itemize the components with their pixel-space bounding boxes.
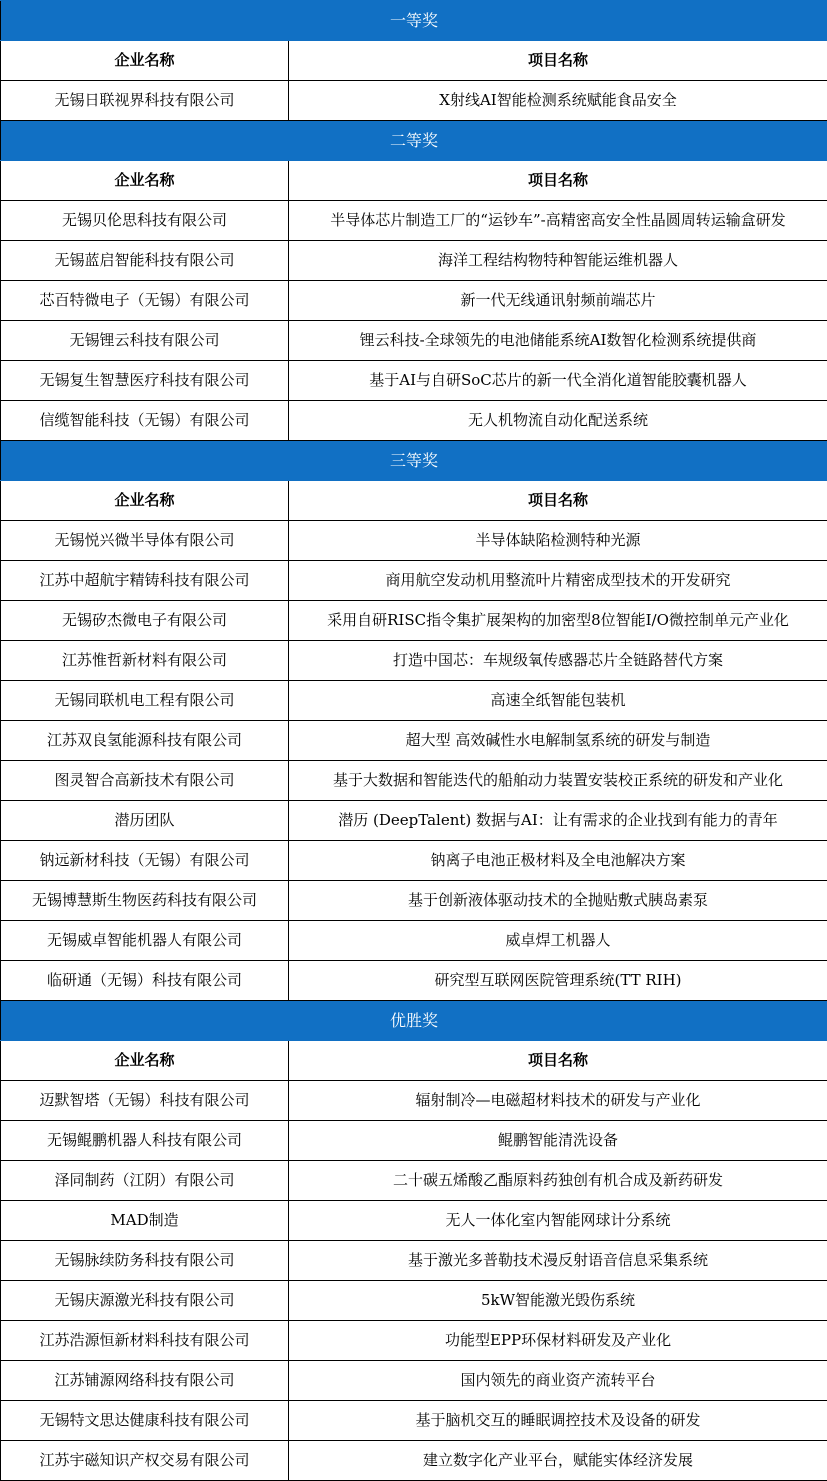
table-row (1, 281, 827, 321)
table-row (1, 921, 827, 961)
company-name-cell: 临研通（无锡）科技有限公司 (1, 961, 289, 1001)
company-name-cell: 泽同制药（江阴）有限公司 (1, 1161, 289, 1201)
project-column-header: 项目名称 (289, 481, 827, 521)
project-name-cell: 基于激光多普勒技术漫反射语音信息采集系统 (289, 1241, 827, 1281)
project-name-cell: X射线AI智能检测系统赋能食品安全 (289, 81, 827, 121)
company-name-cell: 无锡矽杰微电子有限公司 (1, 601, 289, 641)
section-title: 三等奖 (1, 441, 827, 481)
column-header-row (1, 41, 827, 81)
table-row (1, 881, 827, 921)
project-column-header: 项目名称 (289, 41, 827, 81)
company-name-cell: 无锡庆源激光科技有限公司 (1, 1281, 289, 1321)
table-row (1, 401, 827, 441)
project-name-cell: 高速全纸智能包装机 (289, 681, 827, 721)
section-title-row (1, 1, 827, 41)
project-name-cell: 无人一体化室内智能网球计分系统 (289, 1201, 827, 1241)
company-name-cell: 江苏双良氢能源科技有限公司 (1, 721, 289, 761)
table-row (1, 1441, 827, 1481)
table-row (1, 1161, 827, 1201)
table-row (1, 521, 827, 561)
company-name-cell: 钠远新材科技（无锡）有限公司 (1, 841, 289, 881)
project-column-header: 项目名称 (289, 161, 827, 201)
table-row (1, 1241, 827, 1281)
table-row (1, 241, 827, 281)
project-name-cell: 威卓焊工机器人 (289, 921, 827, 961)
section-title: 二等奖 (1, 121, 827, 161)
company-name-cell: 无锡贝伦思科技有限公司 (1, 201, 289, 241)
company-name-cell: 图灵智合高新技术有限公司 (1, 761, 289, 801)
table-row (1, 801, 827, 841)
project-name-cell: 无人机物流自动化配送系统 (289, 401, 827, 441)
company-name-cell: 江苏浩源恒新材料科技有限公司 (1, 1321, 289, 1361)
project-name-cell: 打造中国芯：车规级氧传感器芯片全链路替代方案 (289, 641, 827, 681)
section-title: 一等奖 (1, 1, 827, 41)
project-name-cell: 锂云科技-全球领先的电池储能系统AI数智化检测系统提供商 (289, 321, 827, 361)
table-row (1, 561, 827, 601)
project-name-cell: 潜历 (DeepTalent) 数据与AI：让有需求的企业找到有能力的青年 (289, 801, 827, 841)
project-name-cell: 基于创新液体驱动技术的全抛贴敷式胰岛素泵 (289, 881, 827, 921)
table-row (1, 361, 827, 401)
company-name-cell: 无锡脉续防务科技有限公司 (1, 1241, 289, 1281)
section-title-row (1, 121, 827, 161)
project-name-cell: 基于AI与自研SoC芯片的新一代全消化道智能胶囊机器人 (289, 361, 827, 401)
company-name-cell: 江苏中超航宇精铸科技有限公司 (1, 561, 289, 601)
company-column-header: 企业名称 (1, 41, 289, 81)
project-name-cell: 钠离子电池正极材料及全电池解决方案 (289, 841, 827, 881)
project-name-cell: 超大型 高效碱性水电解制氢系统的研发与制造 (289, 721, 827, 761)
section-title-row (1, 441, 827, 481)
column-header-row (1, 1041, 827, 1081)
company-name-cell: 无锡博慧斯生物医药科技有限公司 (1, 881, 289, 921)
company-name-cell: 信缆智能科技（无锡）有限公司 (1, 401, 289, 441)
company-name-cell: 无锡蓝启智能科技有限公司 (1, 241, 289, 281)
table-row (1, 81, 827, 121)
section-title-row (1, 1001, 827, 1041)
project-name-cell: 建立数字化产业平台，赋能实体经济发展 (289, 1441, 827, 1481)
table-row (1, 721, 827, 761)
company-name-cell: 无锡锂云科技有限公司 (1, 321, 289, 361)
project-name-cell: 5kW智能激光毁伤系统 (289, 1281, 827, 1321)
company-name-cell: 江苏铺源网络科技有限公司 (1, 1361, 289, 1401)
table-row (1, 641, 827, 681)
section-title: 优胜奖 (1, 1001, 827, 1041)
table-row (1, 1321, 827, 1361)
table-row (1, 1401, 827, 1441)
table-row (1, 321, 827, 361)
company-column-header: 企业名称 (1, 1041, 289, 1081)
company-name-cell: 江苏惟哲新材料有限公司 (1, 641, 289, 681)
table-row (1, 1081, 827, 1121)
table-row (1, 681, 827, 721)
project-name-cell: 采用自研RISC指令集扩展架构的加密型8位智能I/O微控制单元产业化 (289, 601, 827, 641)
project-name-cell: 辐射制冷—电磁超材料技术的研发与产业化 (289, 1081, 827, 1121)
company-name-cell: MAD制造 (1, 1201, 289, 1241)
company-name-cell: 潜历团队 (1, 801, 289, 841)
table-row (1, 1121, 827, 1161)
company-name-cell: 无锡特文思达健康科技有限公司 (1, 1401, 289, 1441)
project-name-cell: 商用航空发动机用整流叶片精密成型技术的开发研究 (289, 561, 827, 601)
project-name-cell: 研究型互联网医院管理系统(TT RIH) (289, 961, 827, 1001)
company-name-cell: 无锡悦兴微半导体有限公司 (1, 521, 289, 561)
awards-table-body (1, 1, 827, 1481)
company-name-cell: 无锡同联机电工程有限公司 (1, 681, 289, 721)
project-name-cell: 二十碳五烯酸乙酯原料药独创有机合成及新药研发 (289, 1161, 827, 1201)
table-row (1, 761, 827, 801)
company-column-header: 企业名称 (1, 481, 289, 521)
column-header-row (1, 161, 827, 201)
table-row (1, 841, 827, 881)
project-name-cell: 基于大数据和智能迭代的船舶动力装置安装校正系统的研发和产业化 (289, 761, 827, 801)
company-name-cell: 迈默智塔（无锡）科技有限公司 (1, 1081, 289, 1121)
table-row (1, 1281, 827, 1321)
company-name-cell: 无锡复生智慧医疗科技有限公司 (1, 361, 289, 401)
company-name-cell: 江苏宇磁知识产权交易有限公司 (1, 1441, 289, 1481)
project-name-cell: 鲲鹏智能清洗设备 (289, 1121, 827, 1161)
project-name-cell: 国内领先的商业资产流转平台 (289, 1361, 827, 1401)
company-name-cell: 无锡日联视界科技有限公司 (1, 81, 289, 121)
table-row (1, 1361, 827, 1401)
table-row (1, 601, 827, 641)
company-name-cell: 无锡威卓智能机器人有限公司 (1, 921, 289, 961)
table-row (1, 1201, 827, 1241)
project-column-header: 项目名称 (289, 1041, 827, 1081)
project-name-cell: 功能型EPP环保材料研发及产业化 (289, 1321, 827, 1361)
table-row (1, 201, 827, 241)
project-name-cell: 半导体芯片制造工厂的“运钞车”-高精密高安全性晶圆周转运输盒研发 (289, 201, 827, 241)
column-header-row (1, 481, 827, 521)
company-name-cell: 无锡鲲鹏机器人科技有限公司 (1, 1121, 289, 1161)
project-name-cell: 基于脑机交互的睡眠调控技术及设备的研发 (289, 1401, 827, 1441)
company-name-cell: 芯百特微电子（无锡）有限公司 (1, 281, 289, 321)
project-name-cell: 半导体缺陷检测特种光源 (289, 521, 827, 561)
company-column-header: 企业名称 (1, 161, 289, 201)
project-name-cell: 海洋工程结构物特种智能运维机器人 (289, 241, 827, 281)
table-row (1, 961, 827, 1001)
project-name-cell: 新一代无线通讯射频前端芯片 (289, 281, 827, 321)
